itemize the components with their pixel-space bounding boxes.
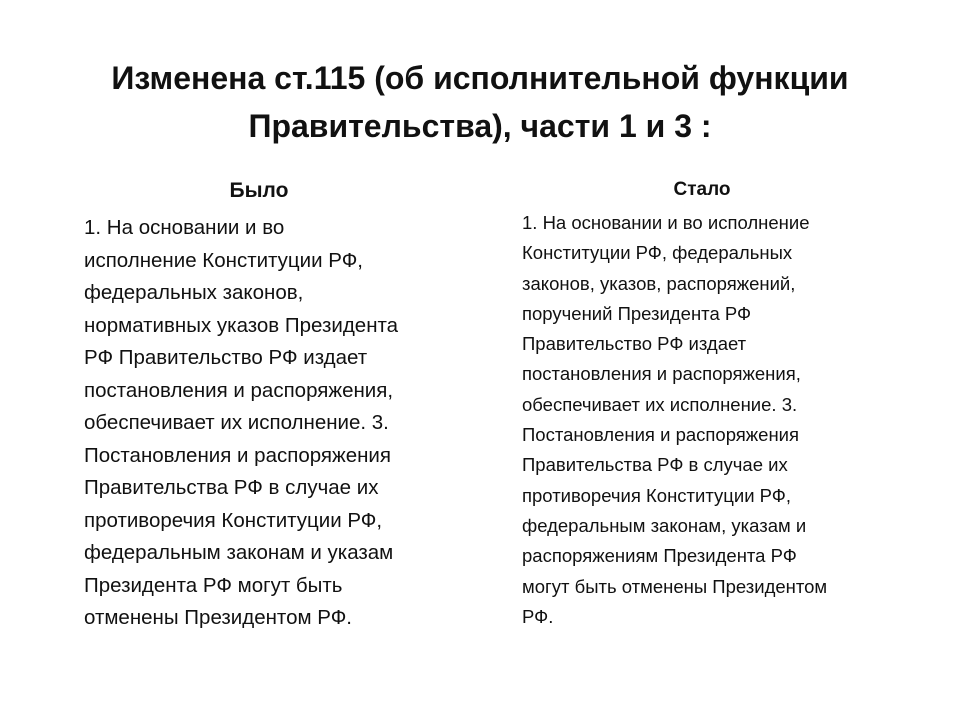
column-before-text: 1. На основании и во исполнение Конституции РФ, федеральных законов, нормативных указов Президента РФ Правительство РФ издает постановления и распоряжения, обеспечивает их исполнение. 3. Постановления и распоряжения Правительства РФ в случае их противоречия Конституции РФ, федеральным законам и указам Президента РФ могут быть отменены Президентом РФ. bbox=[84, 216, 399, 629]
slide-title-line-1: Изменена ст.115 (об исполнительной функции bbox=[111, 60, 849, 96]
column-after bbox=[522, 176, 902, 632]
column-before bbox=[84, 176, 474, 635]
slide-title-line-2: Правительства), части 1 и 3 : bbox=[248, 108, 712, 144]
column-before-heading: Было bbox=[229, 179, 289, 202]
column-after-heading: Стало bbox=[673, 179, 731, 200]
slide-title bbox=[60, 54, 900, 150]
column-after-text: 1. На основании и во исполнение Конституции РФ, федеральных законов, указов, распоряжений, поручений Президента РФ Правительство РФ издает постановления и распоряжения, обеспечивает их исполнение. 3. Постановления и распоряжения Правительства РФ в случае их противоречия Конституции РФ, федеральным законам, указам и распоряжениям Президента РФ могут быть отменены Президентом РФ. bbox=[522, 212, 828, 627]
